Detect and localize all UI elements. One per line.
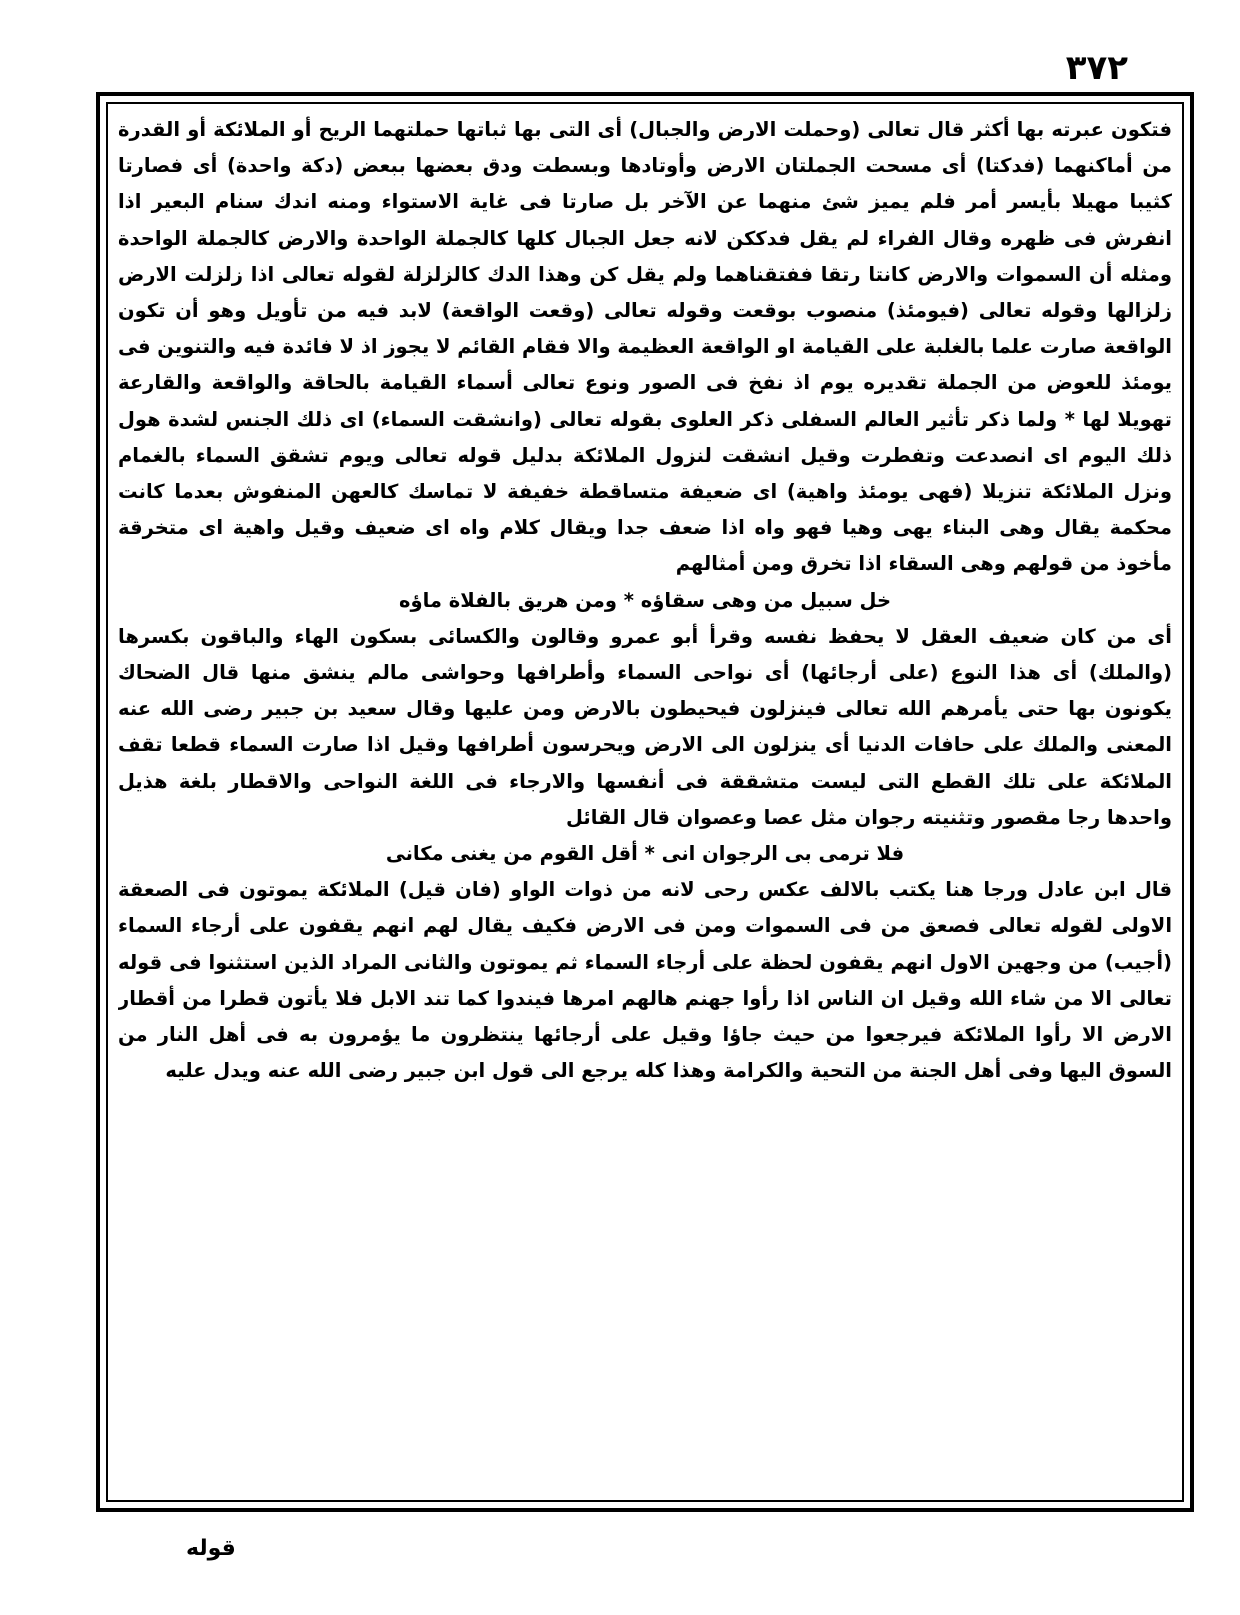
catchword: قوله bbox=[186, 1536, 236, 1561]
verse: خل سبيل من وهى سقاؤه * ومن هريق بالفلاة ماؤه bbox=[398, 588, 892, 612]
paragraph: أى من كان ضعيف العقل لا يحفظ نفسه وقرأ أبو عمرو وقالون والكسائى بسكون الهاء والباقون بكسرها (والملك) أى هذا النوع (على أرجائها) أى نواحى السماء وأطرافها وحواشى مالم ينشق منها قال الضحاك يكونون بها حتى يأمرهم الله تعالى فينزلون فيحيطون بالارض ومن عليها وقال سعيد بن جبير رضى الله عنه المعنى والملك على حافات الدنيا أى ينزلون الى الارض ويحرسون أطرافها وقيل اذا صارت السماء قطعا تقف الملائكة على تلك القطع التى ليست متشققة فى أنفسها والارجاء فى اللغة النواحى والاقطار بلغة هذيل واحدها رجا مقصور وتثنيته رجوان مثل عصا وعصوان قال القائل bbox=[118, 624, 1172, 829]
paragraph: فتكون عبرته بها أكثر قال تعالى (وحملت الارض والجبال) أى التى بها ثباتها حملتهما الريح أو الملائكة أو القدرة من أماكنهما (فدكتا) أى مسحت الجملتان الارض وأوتادها وبسطت ودق بعضها ببعض (دكة واحدة) أى فصارتا كثيبا مهيلا بأيسر أمر فلم يميز شئ منهما عن الآخر بل صارتا فى غاية الاستواء ومنه اندك سنام البعير اذا انفرش فى ظهره وقال الفراء لم يقل فدككن لانه جعل الجبال كلها كالجملة الواحدة والارض كالجملة الواحدة ومثله أن السموات والارض كانتا رتقا ففتقناهما ولم يقل كن وهذا الدك كالزلزلة لقوله تعالى اذا زلزلت الارض زلزالها وقوله تعالى (فيومئذ) منصوب بوقعت وقوله تعالى (وقعت الواقعة) لابد فيه من تأويل وهو أن تكون الواقعة صارت علما بالغلبة على القيامة او الواقعة العظيمة والا فقام القائم لا يجوز اذ لا فائدة فيه والتنوين فى يومئذ للعوض من الجملة تقديره يوم اذ نفخ فى الصور ونوع تعالى أسماء القيامة بالحاقة والواقعة والقارعة تهويلا لها * ولما ذكر تأثير العالم السفلى ذكر العلوى بقوله تعالى (وانشقت السماء) اى ذلك الجنس لشدة هول ذلك اليوم اى انصدعت وتفطرت وقيل انشقت لنزول الملائكة بدليل قوله تعالى ويوم تشقق السماء بالغمام ونزل الملائكة تنزيلا (فهى يومئذ واهية) اى ضعيفة متساقطة خفيفة لا تماسك كالعهن المنفوش بعدما كانت محكمة يقال وهى البناء يهى وهيا فهو واه اذا ضعف جدا ويقال كلام واه اى ضعيف وقيل واهية اى متخرقة مأخوذ من قولهم وهى السقاء اذا تخرق ومن أمثالهم bbox=[118, 118, 1172, 576]
page-number: ٣٧٢ bbox=[1065, 48, 1128, 88]
text-block bbox=[118, 112, 1172, 1492]
paragraph: قال ابن عادل ورجا هنا يكتب بالالف عكس رحى لانه من ذوات الواو (فان قيل) الملائكة يموتون فى الصعقة الاولى لقوله تعالى فصعق من فى السموات ومن فى الارض فكيف يقال لهم انهم يقفون على أرجاء السماء (أجيب) من وجهين الاول انهم يقفون لحظة على أرجاء السماء ثم يموتون والثانى المراد الذين استثنوا فى قوله تعالى الا من شاء الله وقيل ان الناس اذا رأوا جهنم هالهم امرها فيندوا كما تند الابل فلا يأتون قطرا من أقطار الارض الا رأوا الملائكة فيرجعوا من حيث جاؤا وقيل على أرجائها ينتظرون ما يؤمرون به فى أهل النار من السوق اليها وفى أهل الجنة من التحية والكرامة وهذا كله يرجع الى قول ابن جبير رضى الله عنه ويدل عليه bbox=[118, 878, 1172, 1083]
verse: فلا ترمى بى الرجوان انى * أقل القوم من يغنى مكانى bbox=[385, 842, 905, 866]
